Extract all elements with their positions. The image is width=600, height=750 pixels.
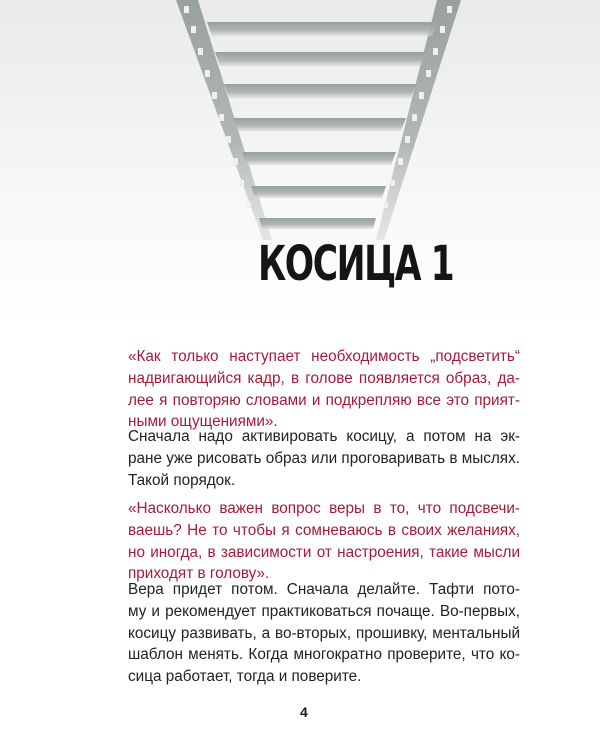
text-line: Сначала надо активировать косицу, а потом на эк- bbox=[128, 428, 520, 445]
text-line: но иногда, в зависимости от настроения, такие мысли bbox=[128, 543, 520, 561]
text-line: Такой порядок. bbox=[128, 471, 236, 489]
text-line: «Насколько важен вопрос веры в то, что подсвечи- bbox=[128, 500, 520, 517]
text-line: сица работает, тогда и поверите. bbox=[128, 668, 362, 686]
quote-paragraph-1 bbox=[128, 346, 520, 433]
quote-paragraph-2 bbox=[128, 498, 520, 585]
text-line: ране уже рисовать образ или проговаривать в мыслях. bbox=[128, 449, 520, 467]
text-line: «Как только наступает необходимость „подсветить“ bbox=[128, 348, 520, 365]
text-line: шаблон менять. Когда многократно проверите, что ко- bbox=[128, 646, 520, 664]
body-paragraph-1 bbox=[128, 426, 520, 491]
text-line: Вера придет потом. Сначала делайте. Тафти пото- bbox=[128, 581, 520, 598]
text-line: косицу развивать, а во-вторых, прошивку, ментальный bbox=[128, 624, 520, 642]
chapter-title: КОСИЦА 1 bbox=[258, 236, 454, 292]
text-line: ными ощущениями». bbox=[128, 413, 278, 431]
text-line: надвигающийся кадр, в голове появляется образ, да- bbox=[128, 369, 520, 387]
text-line: му и рекомендует практиковаться почаще. Во-первых, bbox=[128, 602, 520, 620]
text-line: приходят в голову». bbox=[128, 565, 270, 583]
text-line: ваешь? Не то чтобы я сомневаюсь в своих желаниях, bbox=[128, 521, 520, 539]
text-line: лее я повторяю словами и подкрепляю все это прият- bbox=[128, 391, 520, 409]
page-number: 4 bbox=[300, 704, 308, 720]
body-paragraph-2 bbox=[128, 579, 520, 688]
